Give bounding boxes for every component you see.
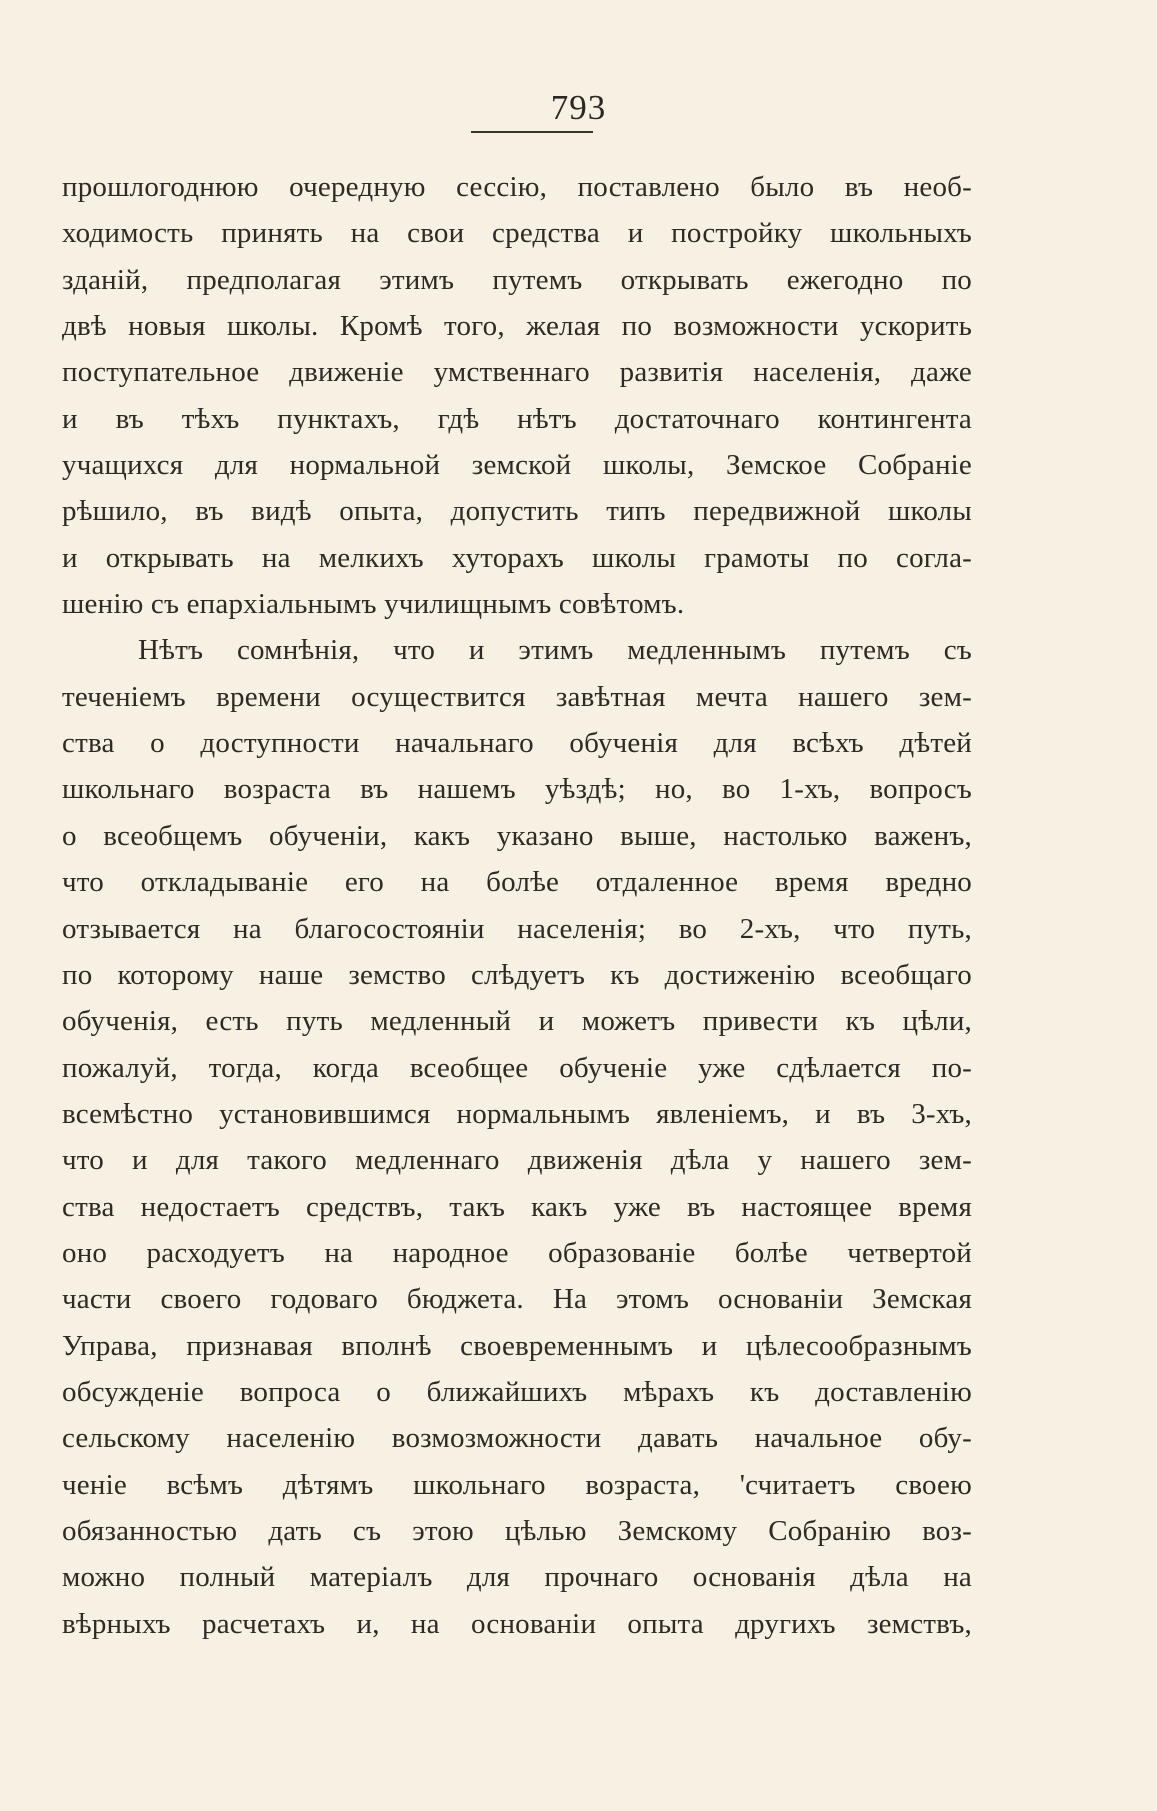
text-line: двѣ новыя школы. Кромѣ того, желая по возможности ускорить	[62, 310, 972, 343]
text-line: Управа, признавая вполнѣ своевременнымъ и цѣлесообразнымъ	[62, 1329, 972, 1362]
text-line: части своего годоваго бюджета. На этомъ основаніи Земская	[62, 1283, 972, 1316]
text-line: сельскому населенію возмозможности давать начальное обу-	[62, 1422, 972, 1455]
text-line: учащихся для нормальной земской школы, Земское Собраніе	[62, 449, 972, 482]
text-line: поступательное движеніе умственнаго развитія населенія, даже	[62, 356, 972, 389]
text-line: пожалуй, тогда, когда всеобщее обученіе уже сдѣлается по-	[62, 1051, 972, 1084]
text-line: ходимость принять на свои средства и постройку школьныхъ	[62, 217, 972, 250]
paragraph-2	[62, 627, 972, 1647]
text-line: по которому наше земство слѣдуетъ къ достиженію всеобщаго	[62, 958, 972, 991]
text-line: обученія, есть путь медленный и можетъ привести къ цѣли,	[62, 1005, 972, 1038]
text-line: ства недостаетъ средствъ, такъ какъ уже въ настоящее время	[62, 1190, 972, 1223]
header-rule	[471, 131, 593, 133]
text-line: и въ тѣхъ пунктахъ, гдѣ нѣтъ достаточнаго контингента	[62, 402, 972, 435]
text-line: прошлогоднюю очередную сессію, поставлено было въ необ-	[62, 171, 972, 203]
text-line: обсужденіе вопроса о ближайшихъ мѣрахъ къ доставленію	[62, 1375, 972, 1408]
text-line: ства о доступности начальнаго обученія для всѣхъ дѣтей	[62, 727, 972, 760]
text-line: вѣрныхъ расчетахъ и, на основаніи опыта другихъ земствъ,	[62, 1607, 972, 1640]
text-line: ченіе всѣмъ дѣтямъ школьнаго возраста, 'считаетъ своею	[62, 1468, 972, 1501]
text-line: всемѣстно установившимся нормальнымъ явленіемъ, и въ 3-хъ,	[62, 1097, 972, 1130]
text-line: оно расходуетъ на народное образованіе болѣе четвертой	[62, 1236, 972, 1269]
page-number: 793	[550, 88, 607, 127]
body-text	[62, 164, 972, 1647]
text-line: о всеобщемъ обученіи, какъ указано выше, настолько важенъ,	[62, 819, 972, 852]
text-line: школьнаго возраста въ нашемъ уѣздѣ; но, во 1-хъ, вопросъ	[62, 773, 972, 806]
text-line: что и для такого медленнаго движенія дѣла у нашего зем-	[62, 1144, 972, 1177]
text-line: зданій, предполагая этимъ путемъ открывать ежегодно по	[62, 263, 972, 296]
text-line: рѣшило, въ видѣ опыта, допустить типъ передвижной школы	[62, 495, 972, 528]
text-line: и открывать на мелкихъ хуторахъ школы грамоты по согла-	[62, 541, 972, 574]
text-line: обязанностью дать съ этою цѣлью Земскому Собранію воз-	[62, 1514, 972, 1547]
text-line: теченіемъ времени осуществится завѣтная мечта нашего зем-	[62, 680, 972, 713]
text-line: отзывается на благосостояніи населенія; во 2-хъ, что путь,	[62, 912, 972, 945]
paragraph-1	[62, 164, 972, 627]
text-line: можно полный матеріалъ для прочнаго основанія дѣла на	[62, 1561, 972, 1594]
text-line: Нѣтъ сомнѣнія, что и этимъ медленнымъ путемъ съ	[138, 634, 972, 667]
text-line: что откладываніе его на болѣе отдаленное время вредно	[62, 866, 972, 899]
text-line: шенію съ епархіальнымъ училищнымъ совѣтомъ.	[62, 588, 685, 621]
